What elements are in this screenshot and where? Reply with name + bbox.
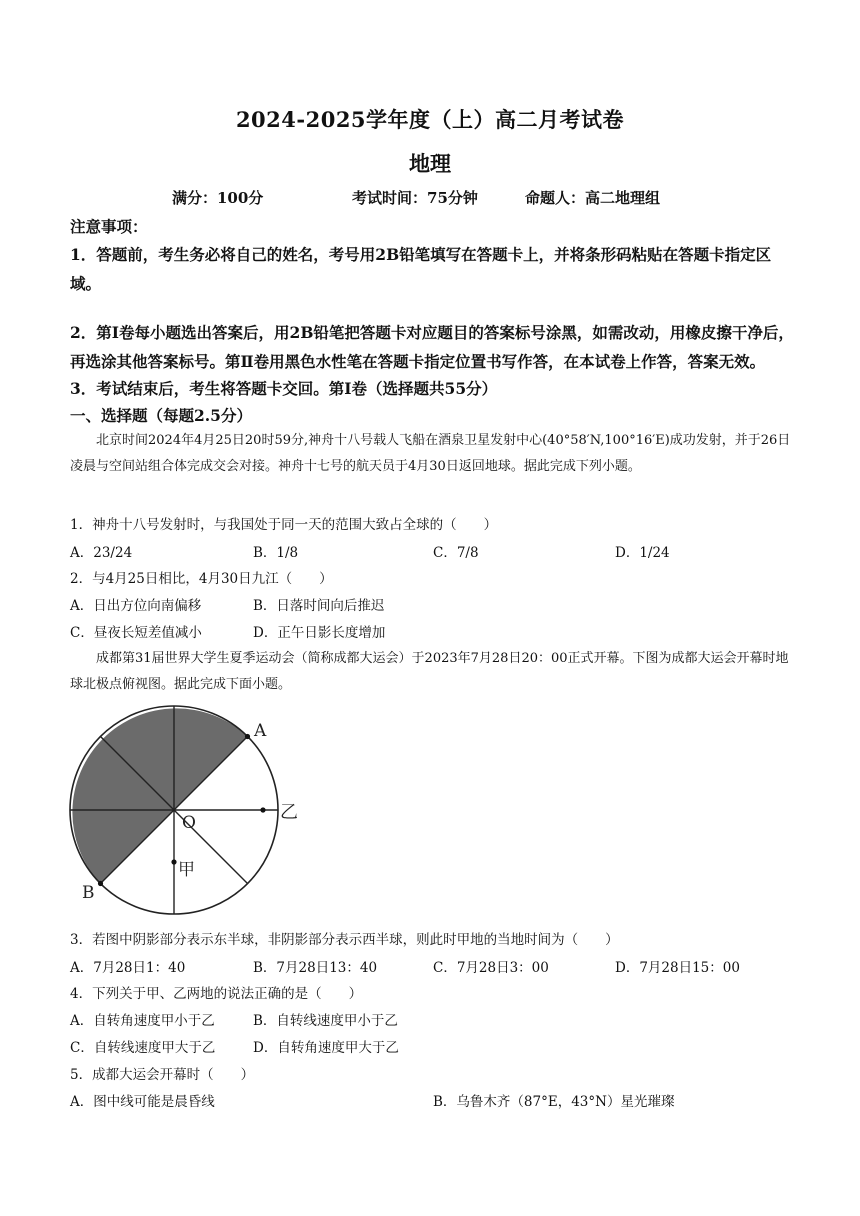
q3-option-c: C．7月28日3：00 <box>433 960 549 976</box>
q1-option-d: D．1/24 <box>615 545 670 561</box>
intro-paragraph-1: 北京时间2024年4月25日20时59分,神舟十八号载人飞船在酒泉卫星发射中心(40°58′N,100°16′E)成功发射，并于26日凌晨与空间站组合体完成交会对接。神舟十七号的航天员于4月30日返回地球。据此完成下列小题。 <box>70 433 791 474</box>
q2-option-b: B．日落时间向后推迟 <box>253 598 385 614</box>
q5-option-a: A．图中线可能是晨昏线 <box>70 1094 215 1110</box>
q4-option-c: C．自转线速度甲大于乙 <box>70 1040 216 1056</box>
question-1-stem: 1．神舟十八号发射时，与我国处于同一天的范围大致占全球的（ ） <box>70 517 498 533</box>
q2-option-a: A．日出方位向南偏移 <box>70 598 202 614</box>
notice-item-1: 1．答题前，考生务必将自己的姓名，考号用2B铅笔填写在答题卡上，并将条形码粘贴在答题卡指定区域。 <box>70 245 772 293</box>
question-5-stem: 5．成都大运会开幕时（ ） <box>70 1067 255 1083</box>
point-a <box>245 734 250 739</box>
question-3-stem: 3．若图中阴影部分表示东半球，非阴影部分表示西半球，则此时甲地的当地时间为（ ） <box>70 932 619 948</box>
q2-option-c: C．昼夜长短差值减小 <box>70 625 202 641</box>
exam-subject: 地理 <box>409 151 451 176</box>
q3-option-b: B．7月28日13：40 <box>253 960 378 976</box>
label-yi: 乙 <box>280 802 298 823</box>
section-heading: 一、选择题（每题2.5分） <box>70 406 252 425</box>
q4-option-d: D．自转角速度甲大于乙 <box>253 1040 399 1056</box>
q2-option-d: D．正午日影长度增加 <box>253 625 386 641</box>
question-2-stem: 2．与4月25日相比，4月30日九江（ ） <box>70 571 333 587</box>
point-jia <box>171 859 176 864</box>
q4-option-b: B．自转线速度甲小于乙 <box>253 1013 398 1029</box>
question-4-stem: 4．下列关于甲、乙两地的说法正确的是（ ） <box>70 986 363 1002</box>
label-o: O <box>182 813 196 833</box>
q1-option-b: B．1/8 <box>253 545 299 561</box>
exam-time: 考试时间：75分钟 <box>352 189 478 207</box>
q3-option-d: D．7月28日15：00 <box>615 960 740 976</box>
point-yi <box>260 807 265 812</box>
notice-heading: 注意事项： <box>70 217 148 236</box>
north-pole-diagram <box>60 700 320 920</box>
q4-option-a: A．自转角速度甲小于乙 <box>70 1013 215 1029</box>
notice-item-2: 2．第Ⅰ卷每小题选出答案后，用2B铅笔把答题卡对应题目的答案标号涂黑，如需改动，用橡皮擦干净后，再选涂其他答案标号。第Ⅱ卷用黑色水性笔在答题卡指定位置书写作答，在本试卷上作答，答案无效。 <box>70 323 794 371</box>
intro-paragraph-2: 成都第31届世界大学生夏季运动会（简称成都大运会）于2023年7月28日20：00正式开幕。下图为成都大运会开幕时地球北极点俯视图。据此完成下面小题。 <box>70 651 789 692</box>
q1-option-a: A．23/24 <box>70 545 133 561</box>
q1-option-c: C．7/8 <box>433 545 479 561</box>
exam-author: 命题人：高二地理组 <box>525 189 661 207</box>
notice-item-3: 3．考试结束后，考生将答题卡交回。第Ⅰ卷（选择题共55分） <box>70 379 498 398</box>
exam-title: 2024-2025学年度（上）高二月考试卷 <box>235 107 625 132</box>
point-b <box>98 881 103 886</box>
label-b: B <box>82 883 95 903</box>
full-score: 满分：100分 <box>172 189 264 207</box>
label-jia: 甲 <box>178 860 195 880</box>
q5-option-b: B．乌鲁木齐（87°E，43°N）星光璀璨 <box>433 1094 675 1110</box>
label-a: A <box>254 721 267 741</box>
q3-option-a: A．7月28日1：40 <box>70 960 186 976</box>
